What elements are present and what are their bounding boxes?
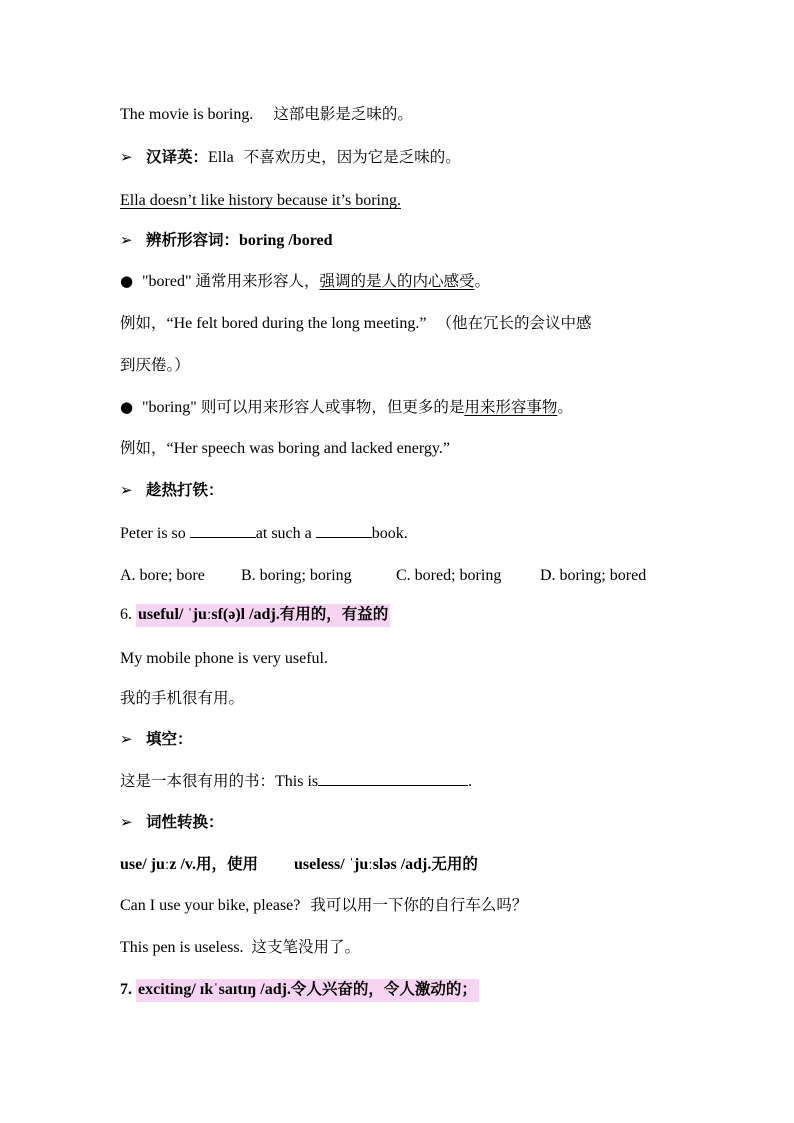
arrow-bullet-icon: ➢ [120, 481, 133, 499]
arrow-bullet-icon: ➢ [120, 730, 133, 748]
arrow-bullet-icon: ➢ [120, 148, 133, 166]
word: "boring" [142, 399, 197, 416]
bored-example-continued: 到厌倦。） [120, 356, 190, 374]
word: "bored" [142, 273, 192, 290]
example-quote: “Her speech was boring and lacked energy.” [166, 440, 450, 457]
chinese-text: 这支笔没用了。 [251, 938, 361, 956]
chinese-text: （他在冗长的会议中感 [436, 314, 592, 332]
option-a: A. bore; bore [120, 567, 205, 584]
option-b: B. boring; boring [241, 567, 352, 584]
example-sentence-movie [120, 103, 413, 126]
example-prefix: 例如， [120, 439, 167, 457]
arrow-bullet-icon: ➢ [120, 231, 133, 249]
question-part: Peter is so [120, 525, 186, 542]
boring-explanation [120, 396, 573, 419]
vocab-entry-useful [120, 603, 390, 626]
section-label: 辨析形容词： [146, 231, 240, 249]
entry-number: 7. [120, 981, 132, 998]
english-text: Can I use your bike, please? [120, 897, 301, 914]
question-part: at such a [255, 525, 312, 542]
fill-blank-question [120, 770, 472, 793]
example-prefix: 例如， [120, 314, 167, 332]
chinese-text: 通常用来形容人， [195, 272, 320, 290]
english-text: This is [275, 773, 319, 790]
headword-use: use/ juːz /v. [120, 856, 197, 873]
example-quote: “He felt bored during the long meeting.” [166, 315, 427, 332]
entry-number: 6. [120, 606, 132, 623]
answer-blank[interactable] [190, 523, 256, 538]
bullet-icon: ● [120, 398, 134, 416]
section-label: 趁热打铁： [146, 481, 224, 499]
punctuation: 。 [557, 398, 573, 416]
answer-options [120, 565, 680, 587]
punctuation: . [468, 773, 473, 790]
emphasis-text: 用来形容事物 [464, 398, 558, 416]
practice-heading [120, 479, 224, 502]
vocab-highlight [136, 979, 479, 1002]
compared-words: boring /bored [239, 232, 333, 249]
english-text: The movie is boring. [120, 106, 254, 123]
headword-useless: useless/ ˈjuːsləs /adj. [294, 856, 432, 873]
definition: 令人兴奋的，令人激动的； [290, 980, 477, 998]
boring-example [120, 437, 450, 460]
section-label: 填空： [146, 730, 193, 748]
bullet-icon: ● [120, 272, 134, 290]
vocab-highlight [136, 604, 390, 627]
definition: 有用的，有益的 [279, 605, 389, 623]
punctuation: 。 [474, 272, 491, 290]
bored-explanation [120, 270, 490, 293]
emphasis-text: 强调的是人的内心感受 [319, 272, 475, 290]
useful-example-cn: 我的手机很有用。 [120, 689, 245, 707]
headword: exciting/ ɪkˈsaɪtɪŋ /adj. [138, 981, 291, 998]
chinese-text: 我可以用一下你的自行车么吗？ [310, 896, 528, 914]
vocab-entry-exciting [120, 978, 479, 1001]
answer-blank[interactable] [318, 771, 468, 786]
definition-useless: 无用的 [431, 855, 478, 873]
chinese-text: 不喜欢历史，因为它是乏味的。 [243, 148, 461, 166]
question-part: book. [371, 525, 408, 542]
adjective-comparison-heading [120, 229, 333, 252]
english-text: Ella [208, 149, 234, 166]
practice-question [120, 523, 408, 545]
chinese-text: 这部电影是乏味的。 [273, 105, 413, 123]
headword: useful/ ˈjuːsf(ə)l /adj. [138, 606, 280, 623]
translation-answer: Ella doesn’t like history because it’s boring. [120, 192, 401, 209]
option-d: D. boring; bored [540, 567, 647, 584]
word-form-pair [120, 853, 478, 876]
useful-example-en: My mobile phone is very useful. [120, 650, 328, 667]
translate-exercise [120, 146, 461, 169]
bored-example [120, 312, 591, 335]
option-c: C. bored; boring [396, 567, 502, 584]
use-example [120, 894, 527, 917]
section-label: 词性转换： [146, 813, 224, 831]
english-text: This pen is useless. [120, 939, 244, 956]
arrow-bullet-icon: ➢ [120, 813, 133, 831]
chinese-text: 则可以用来形容人或事物，但更多的是 [200, 398, 465, 416]
word-form-heading [120, 811, 224, 834]
answer-blank[interactable] [316, 523, 372, 538]
section-label: 汉译英： [146, 148, 209, 166]
fill-blank-heading [120, 728, 193, 751]
definition-use: 用，使用 [196, 855, 259, 873]
useless-example [120, 936, 360, 959]
chinese-text: 这是一本很有用的书： [120, 772, 276, 790]
